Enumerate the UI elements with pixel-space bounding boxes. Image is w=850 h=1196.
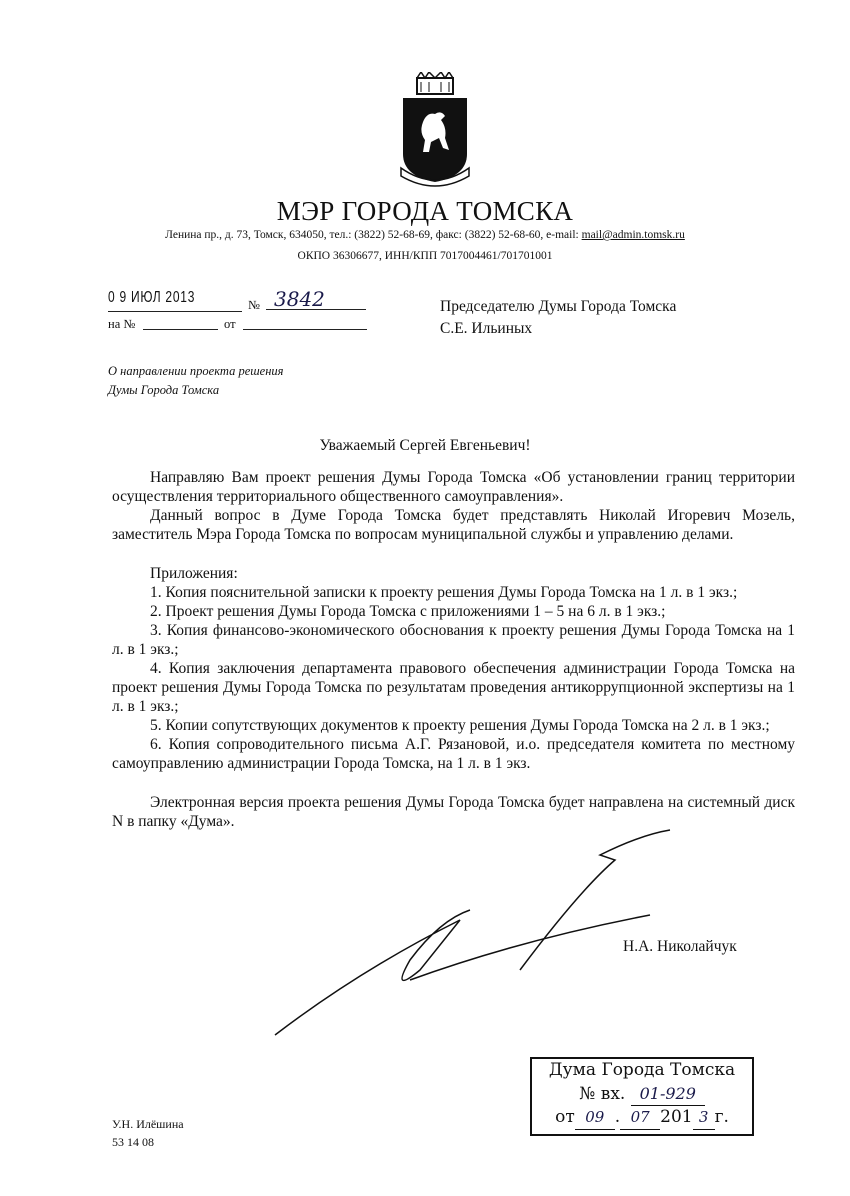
stamp-year-prefix: 201 bbox=[660, 1107, 693, 1127]
tomsk-coat-of-arms-icon bbox=[395, 72, 475, 192]
paragraph: Электронная версия проекта решения Думы Города Томска будет направлена на системный диск N в папку «Дума». bbox=[112, 794, 795, 830]
salutation: Уважаемый Сергей Евгеньевич! bbox=[319, 437, 531, 454]
body-text bbox=[112, 468, 795, 831]
stamp-year-suffix: 3 bbox=[693, 1106, 715, 1130]
signer-name: Н.А. Николайчук bbox=[623, 938, 737, 955]
executor bbox=[112, 1115, 184, 1151]
stamp-year-label: г. bbox=[714, 1107, 729, 1127]
stamp-org: Дума Города Томска bbox=[548, 1060, 736, 1080]
outgoing-number: 3842 bbox=[266, 287, 366, 310]
reply-number-label: на № bbox=[108, 317, 136, 331]
incoming-registration-stamp: Дума Города Томска № вх. 01-929 от 09 . 07 201 3 г. bbox=[530, 1057, 754, 1136]
stamp-in-number: 01-929 bbox=[631, 1082, 705, 1106]
attachment-item: 2. Проект решения Думы Города Томска с приложениями 1 – 5 на 6 л. в 1 экз.; bbox=[150, 603, 666, 620]
stamp-month: 07 bbox=[620, 1106, 660, 1130]
stamp-from-label: от bbox=[555, 1107, 575, 1127]
date-underline bbox=[108, 311, 242, 312]
number-label: № bbox=[248, 298, 260, 312]
stamp-in-label: № вх. bbox=[579, 1084, 626, 1104]
executor-phone: 53 14 08 bbox=[112, 1135, 154, 1149]
addressee-name: С.Е. Ильиных bbox=[440, 320, 533, 337]
attachment-item: 1. Копия пояснительной записки к проекту решения Думы Города Томска на 1 л. в 1 экз.; bbox=[150, 584, 738, 601]
reply-from-line bbox=[243, 329, 367, 330]
handwritten-signature bbox=[270, 820, 690, 1040]
reply-number-line bbox=[143, 329, 218, 330]
addressee-position: Председателю Думы Города Томска bbox=[440, 298, 677, 315]
subject-line: О направлении проекта решения bbox=[108, 364, 284, 378]
subject-line: Думы Города Томска bbox=[108, 383, 220, 397]
address-text: Ленина пр., д. 73, Томск, 634050, тел.: (3822) 52-68-69, факс: (3822) 52-68-60, e-mail: bbox=[165, 229, 582, 241]
stamp-day: 09 bbox=[575, 1106, 615, 1130]
paragraph: Данный вопрос в Думе Города Томска будет представлять Николай Игоревич Мозель, заместитель Мэра Города Томска по вопросам муниципальной службы и управлению делами. bbox=[112, 507, 795, 543]
letterhead-address bbox=[0, 229, 850, 241]
reply-from-label: от bbox=[224, 317, 236, 331]
executor-name: У.Н. Илёшина bbox=[112, 1117, 184, 1131]
outgoing-date: 0 9 ИЮЛ 2013 bbox=[108, 289, 196, 306]
email-link[interactable]: mail@admin.tomsk.ru bbox=[581, 229, 685, 241]
paragraph: Направляю Вам проект решения Думы Города Томска «Об установлении границ территории осуществления территориального общественного самоуправления». bbox=[112, 469, 795, 505]
attachment-item: 3. Копия финансово-экономического обоснования к проекту решения Думы Города Томска на 1 л. в 1 экз.; bbox=[112, 622, 795, 658]
attachment-item: 5. Копии сопутствующих документов к проекту решения Думы Города Томска на 2 л. в 1 экз.; bbox=[150, 717, 770, 734]
letterhead-title: МЭР ГОРОДА ТОМСКА bbox=[276, 196, 574, 226]
attachment-item: 6. Копия сопроводительного письма А.Г. Рязановой, и.о. председателя комитета по местному самоуправлению администрации Города Томска, на 1 л. в 1 экз. bbox=[112, 736, 795, 772]
attachments-label: Приложения: bbox=[150, 565, 238, 582]
subject bbox=[108, 362, 284, 400]
letterhead-codes: ОКПО 36306677, ИНН/КПП 7017004461/701701001 bbox=[297, 250, 553, 262]
attachment-item: 4. Копия заключения департамента правового обеспечения администрации Города Томска на проект решения Думы Города Томска по результатам проведения антикоррупционной экспертизы на 1 л. в 1 экз.; bbox=[112, 660, 795, 715]
